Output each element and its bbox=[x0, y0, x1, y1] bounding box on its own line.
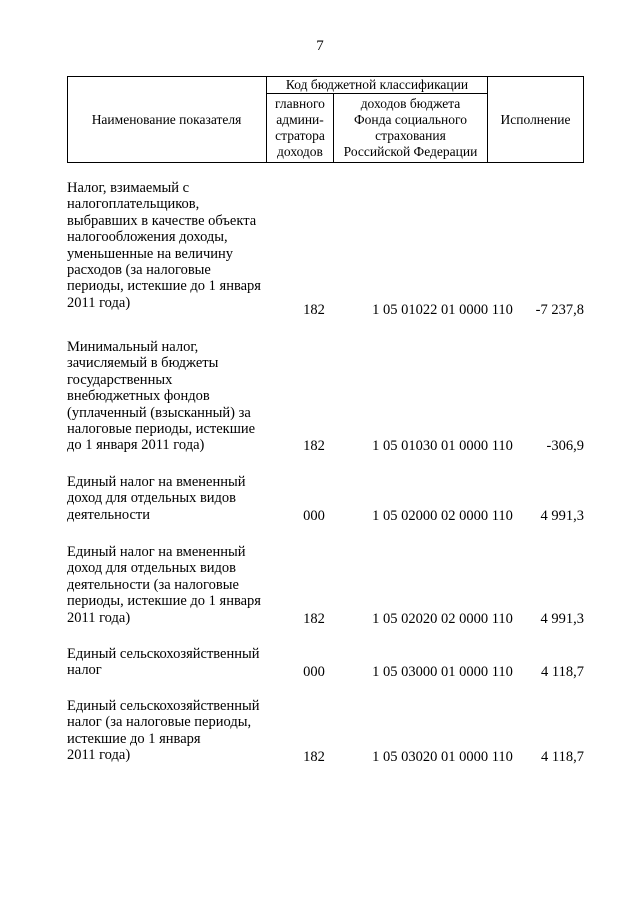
table-row bbox=[67, 180, 584, 318]
table-row bbox=[67, 474, 584, 524]
row-admin-code: 182 bbox=[303, 748, 325, 765]
row-classification-code: 1 05 03020 01 0000 110 bbox=[372, 748, 513, 765]
header-code-group: Код бюджетной классификации bbox=[285, 76, 469, 92]
row-classification-code: 1 05 03000 01 0000 110 bbox=[372, 663, 513, 680]
row-admin-code: 000 bbox=[303, 663, 325, 680]
row-admin-code: 182 bbox=[303, 610, 325, 627]
row-name: Минимальный налог, зачисляемый в бюджеты государственных внебюджетных фондов (уплаченный (взысканный) за налоговые периоды, истекшие до 1 января 2011 года) bbox=[67, 339, 256, 454]
table-row bbox=[67, 544, 584, 627]
table-row bbox=[67, 698, 584, 765]
row-classification-code: 1 05 02000 02 0000 110 bbox=[372, 507, 513, 524]
row-admin-code: 182 bbox=[303, 301, 325, 318]
row-name: Единый налог на вмененный доход для отдельных видов деятельности (за налоговые периоды, истекшие до 1 января 2011 года) bbox=[67, 544, 261, 626]
row-admin-code: 000 bbox=[303, 507, 325, 524]
row-name: Налог, взимаемый с налогоплательщиков, выбравших в качестве объекта налогообложения доходы, уменьшенные на величину расходов (за налоговые периоды, истекшие до 1 января 2011 года) bbox=[67, 180, 261, 311]
row-execution-value: -306,9 bbox=[546, 437, 584, 454]
row-execution-value: 4 118,7 bbox=[541, 748, 584, 765]
row-admin-code: 182 bbox=[303, 437, 325, 454]
header-admin-column: главного админи- стратора доходов bbox=[275, 96, 325, 159]
row-execution-value: 4 118,7 bbox=[541, 663, 584, 680]
table-row bbox=[67, 339, 584, 454]
header-border-right bbox=[583, 76, 584, 163]
row-classification-code: 1 05 02020 02 0000 110 bbox=[372, 610, 513, 627]
row-name: Единый налог на вмененный доход для отдельных видов деятельности bbox=[67, 474, 246, 523]
row-name: Единый сельскохозяйственный налог (за налоговые периоды, истекшие до 1 января 2011 года) bbox=[67, 698, 260, 764]
table-row bbox=[67, 646, 584, 680]
header-revenue-column: доходов бюджета Фонда социального страхования Российской Федерации bbox=[343, 96, 478, 159]
row-execution-value: 4 991,3 bbox=[540, 507, 584, 524]
row-name: Единый сельскохозяйственный налог bbox=[67, 646, 260, 679]
row-execution-value: 4 991,3 bbox=[540, 610, 584, 627]
row-execution-value: -7 237,8 bbox=[535, 301, 584, 318]
page-number: 7 bbox=[316, 38, 324, 54]
header-name-column: Наименование показателя bbox=[91, 111, 242, 127]
table-header bbox=[67, 76, 584, 163]
row-classification-code: 1 05 01030 01 0000 110 bbox=[372, 437, 513, 454]
row-classification-code: 1 05 01022 01 0000 110 bbox=[372, 301, 513, 318]
header-execution-column: Исполнение bbox=[500, 111, 571, 127]
